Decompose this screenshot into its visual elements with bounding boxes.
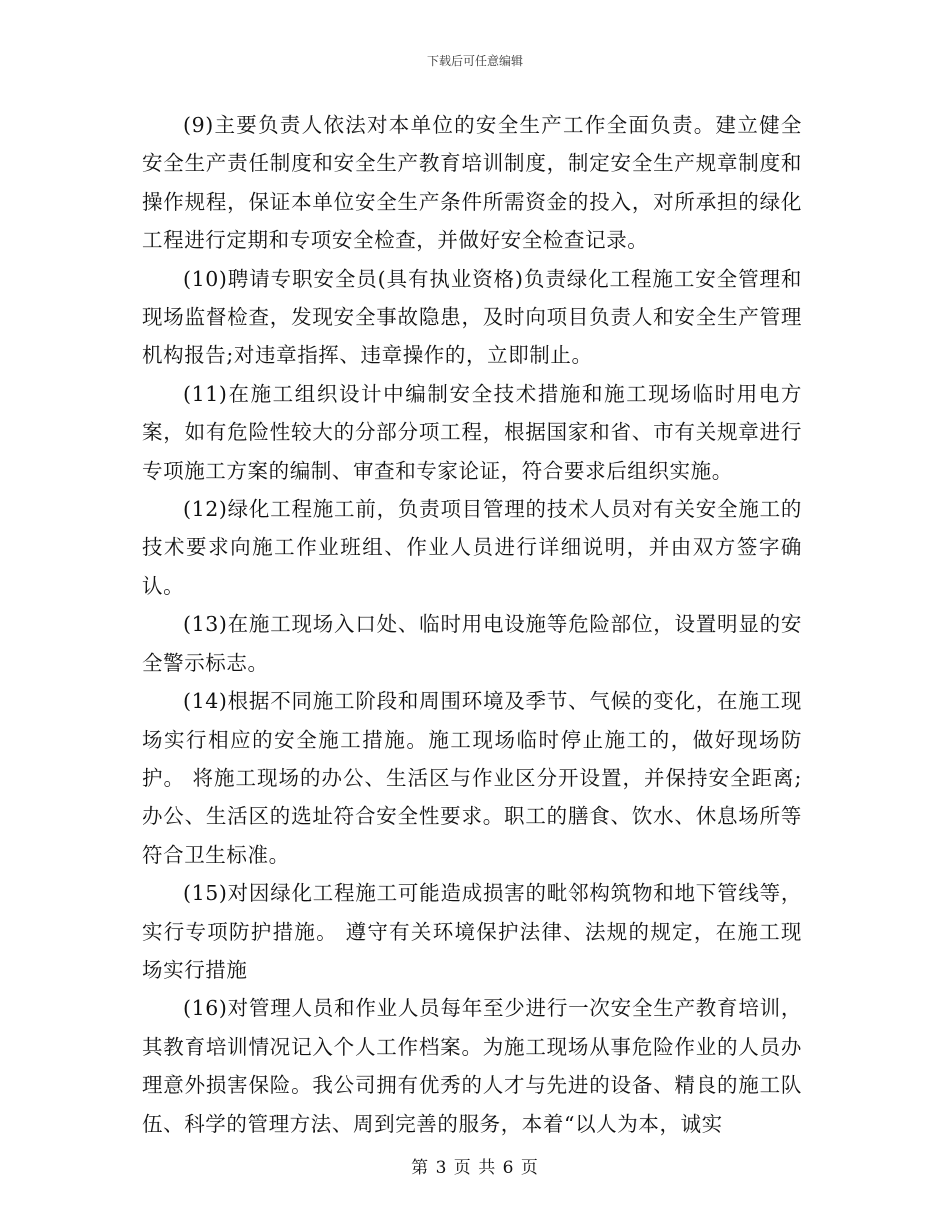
paragraph-15: (15)对因绿化工程施工可能造成损害的毗邻构筑物和地下管线等，实行专项防护措施。 遵守有关环境保护法律、法规的规定，在施工现场实行措施 [142,881,802,982]
paragraph-9: (9)主要负责人依法对本单位的安全生产工作全面负责。建立健全安全生产责任制度和安全生产教育培训制度，制定安全生产规章制度和操作规程，保证本单位安全生产条件所需资金的投入，对所承担的绿化工程进行定期和专项安全检查，并做好安全检查记录。 [142,113,802,253]
paragraph-16: (16)对管理人员和作业人员每年至少进行一次安全生产教育培训，其教育培训情况记入个人工作档案。为施工现场从事危险作业的人员办理意外损害保险。我公司拥有优秀的人才与先进的设备、精良的施工队伍、科学的管理方法、周到完善的服务，本着“以人为本，诚实 [142,996,802,1136]
paragraph-11: (11)在施工组织设计中编制安全技术措施和施工现场临时用电方案，如有危险性较大的分部分项工程，根据国家和省、市有关规章进行专项施工方案的编制、审查和专家论证，符合要求后组织实施。 [142,381,802,483]
document-body [142,106,802,1143]
page-number-footer: 第 3 页 共 6 页 [411,1158,539,1178]
paragraph-10: (10)聘请专职安全员(具有执业资格)负责绿化工程施工安全管理和现场监督检查，发现安全事故隐患，及时向项目负责人和安全生产管理机构报告;对违章指挥、违章操作的，立即制止。 [142,266,802,368]
paragraph-14: (14)根据不同施工阶段和周围环境及季节、气候的变化，在施工现场实行相应的安全施工措施。施工现场临时停止施工的，做好现场防护。 将施工现场的办公、生活区与作业区分开设置，并保持安全距离;办公、生活区的选址符合安全性要求。职工的膳食、饮水、休息场所等符合卫生标准。 [142,689,802,867]
paragraph-13: (13)在施工现场入口处、临时用电设施等危险部位，设置明显的安全警示标志。 [142,612,802,675]
page-header: 下载后可任意编辑 [426,54,523,68]
paragraph-12: (12)绿化工程施工前，负责项目管理的技术人员对有关安全施工的技术要求向施工作业班组、作业人员进行详细说明，并由双方签字确认。 [142,497,802,598]
